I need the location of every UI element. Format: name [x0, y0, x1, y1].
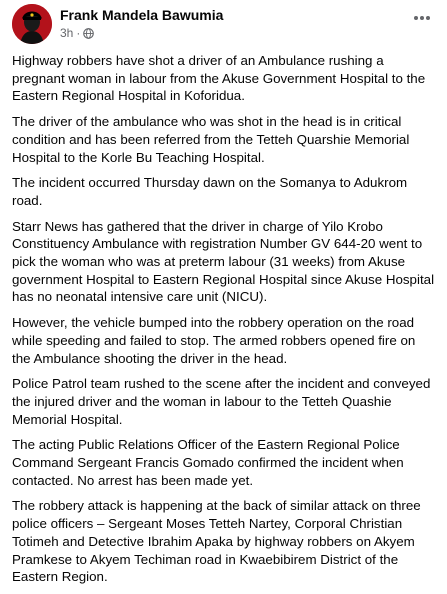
post-paragraph: Police Patrol team rushed to the scene after the incident and conveyed the injured driver and the woman in labour to the Tetteh Quashie Memorial Hospital.	[12, 376, 431, 427]
globe-icon[interactable]	[83, 28, 94, 39]
post-paragraph: Highway robbers have shot a driver of an Ambulance rushing a pregnant woman in labour from the Akuse Government Hospital to the Eastern Regional Hospital in Koforidua.	[12, 53, 426, 104]
post-paragraph: The acting Public Relations Officer of the Eastern Regional Police Command Sergeant Francis Gomado confirmed the incident when contacted. No arrest has been made yet.	[12, 437, 404, 488]
post-paragraph: The driver of the ambulance who was shot in the head is in critical condition and has been referred from the Tetteh Quarshie Memorial Hospital to the Korle Bu Teaching Hospital.	[12, 114, 410, 165]
post-body	[12, 52, 437, 594]
post-meta	[60, 26, 94, 40]
post-paragraph: The incident occurred Thursday dawn on the Somanya to Adukrom road.	[12, 175, 408, 208]
post-time[interactable]: 3h	[60, 26, 74, 40]
author-name[interactable]: Frank Mandela Bawumia	[60, 7, 224, 23]
post-paragraph: The robbery attack is happening at the back of similar attack on three police officers – Sergeant Moses Tetteh Nartey, Corporal Christian Totimeh and Detective Ibrahim Apaka by highway robbers on Akyem Pramkese to Akyem Techiman road in Kwaebibirem District of the Eastern Region.	[12, 498, 421, 585]
post-header	[12, 4, 435, 44]
avatar[interactable]	[12, 4, 52, 44]
post-paragraph: However, the vehicle bumped into the robbery operation on the road while speeding and failed to stop. The armed robbers opened fire on the Ambulance shooting the driver in the head.	[12, 315, 416, 366]
post-paragraph: Starr News has gathered that the driver in charge of Yilo Krobo Constituency Ambulance with registration Number GV 644-20 went to pick the woman who was at preterm labour (31 weeks) from Akuse government Hospital to Eastern Regional Hospital since Akuse Hospital has no neonatal intensive care unit (NICU).	[12, 218, 435, 305]
more-horizontal-icon[interactable]	[409, 8, 435, 28]
meta-separator: ·	[76, 26, 81, 40]
avatar-image	[12, 4, 52, 44]
